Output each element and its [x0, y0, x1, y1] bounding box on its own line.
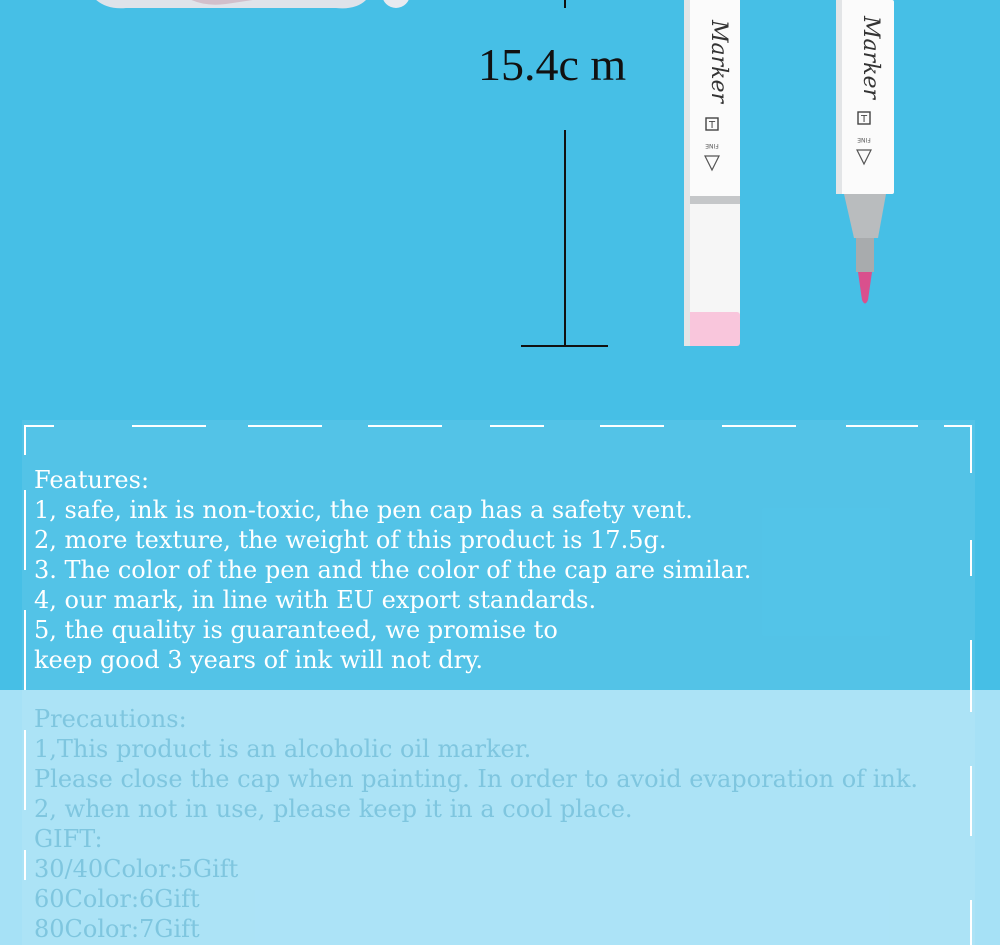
brand-text-2: Marker	[858, 16, 883, 100]
feature-line: keep good 3 years of ink will not dry.	[34, 646, 484, 674]
feature-line: 1, safe, ink is non-toxic, the pen cap has a safety vent.	[34, 496, 693, 524]
measure-baseline	[521, 345, 608, 347]
measurement-label: 15.4c m	[478, 39, 627, 90]
gift-line: 60Color:6Gift	[34, 885, 200, 913]
feature-line: 5, the quality is guaranteed, we promise to	[34, 616, 558, 644]
sticker-illustration	[86, 0, 426, 20]
gift-line: 30/40Color:5Gift	[34, 855, 239, 883]
cap-letter-2: T	[860, 114, 868, 125]
gift-heading: GIFT:	[34, 825, 103, 853]
precautions-section	[34, 704, 918, 944]
feature-line: 4, our mark, in line with EU export standards.	[34, 586, 597, 614]
tip-label: FINE	[705, 142, 719, 149]
marker-capped	[676, 0, 748, 352]
features-section	[34, 465, 751, 675]
precaution-line: 2, when not in use, please keep it in a cool place.	[34, 795, 633, 823]
feature-line: 3. The color of the pen and the color of the cap are similar.	[34, 556, 752, 584]
precaution-line: 1,This product is an alcoholic oil marker.	[34, 735, 532, 763]
measure-line	[564, 130, 566, 346]
gift-line: 80Color:7Gift	[34, 915, 200, 943]
marker-open	[830, 0, 900, 312]
precautions-heading: Precautions:	[34, 705, 187, 733]
precaution-line: Please close the cap when painting. In order to avoid evaporation of ink.	[34, 765, 919, 793]
feature-line: 2, more texture, the weight of this product is 17.5g.	[34, 526, 667, 554]
brand-text: Marker	[706, 20, 731, 104]
features-heading: Features:	[34, 466, 150, 494]
measure-line-top	[564, 0, 566, 8]
cap-letter: T	[708, 120, 716, 131]
tip-label-2: FINE	[857, 136, 871, 143]
